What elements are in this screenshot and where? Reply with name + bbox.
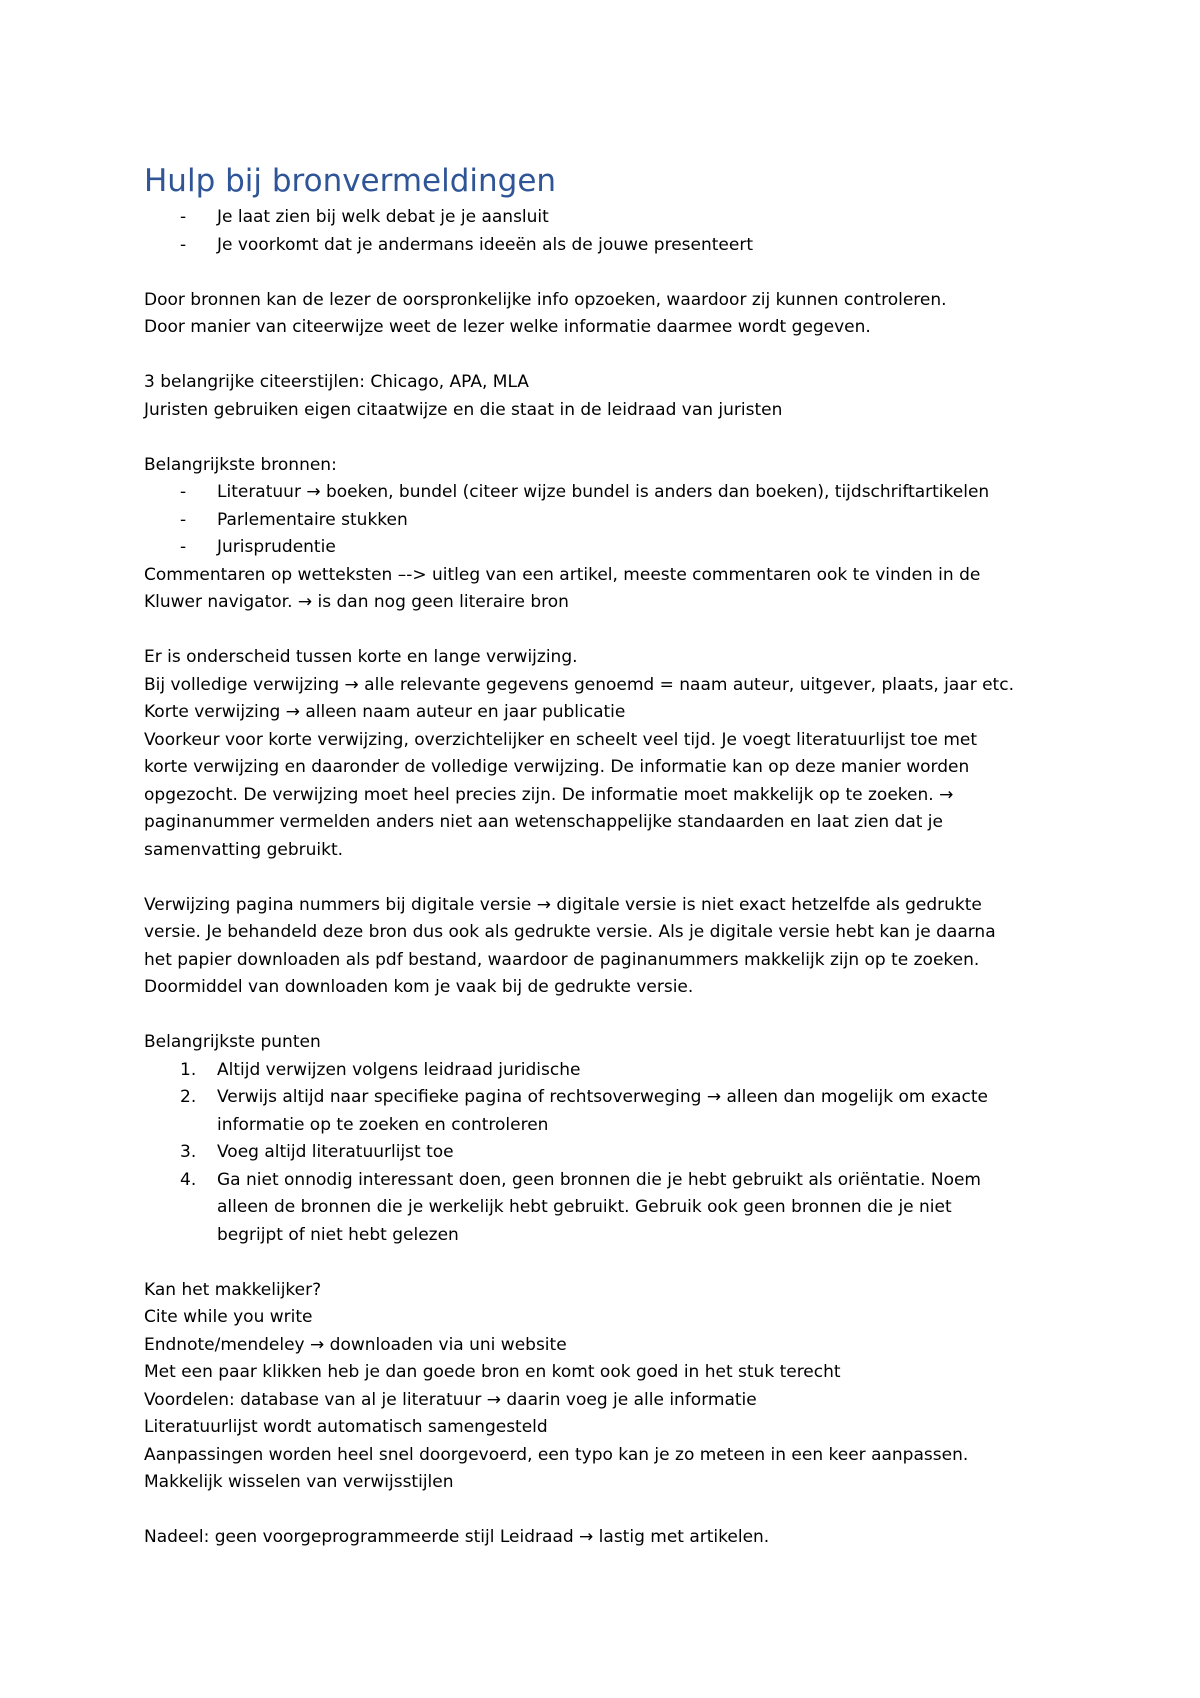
- text-line: Met een paar klikken heb je dan goede bron en komt ook goed in het stuk terecht: [144, 1362, 841, 1382]
- list-number: 2.: [180, 1087, 197, 1107]
- list-item-text: Je voorkomt dat je andermans ideeën als de jouwe presenteert: [217, 234, 753, 255]
- paragraph-spacer: [144, 342, 1074, 370]
- dash-marker: -: [180, 537, 187, 557]
- text-line: Endnote/mendeley → downloaden via uni website: [144, 1334, 567, 1355]
- text-line: Aanpassingen worden heel snel doorgevoerd, een typo kan je zo meteen in een keer aanpassen.: [144, 1444, 969, 1465]
- text-line: Commentaren op wetteksten –-> uitleg van een artikel, meeste commentaren ook te vinden in de: [144, 564, 981, 585]
- text-line: Voorkeur voor korte verwijzing, overzichtelijker en scheelt veel tijd. Je voegt literatuurlijst toe met: [144, 729, 978, 750]
- text-line: opgezocht. De verwijzing moet heel precies zijn. De informatie moet makkelijk op te zoeken. →: [144, 784, 954, 805]
- dash-marker: -: [180, 207, 187, 227]
- text-line: Door bronnen kan de lezer de oorspronkelijke info opzoeken, waardoor zij kunnen controleren.: [144, 289, 947, 310]
- list-item: [144, 534, 1074, 562]
- list-item: [144, 1057, 1074, 1085]
- paragraph-spacer: [144, 617, 1074, 645]
- list-number: 3.: [180, 1142, 197, 1162]
- text-line: Er is onderscheid tussen korte en lange verwijzing.: [144, 647, 578, 667]
- paragraph-verwijzing: [144, 644, 1074, 864]
- list-item-text: Literatuur → boeken, bundel (citeer wijze bundel is anders dan boeken), tijdschriftartikelen: [217, 482, 990, 502]
- page-title: Hulp bij bronvermeldingen: [144, 163, 557, 199]
- text-line: Makkelijk wisselen van verwijsstijlen: [144, 1472, 454, 1492]
- paragraph-makkelijker: [144, 1277, 1074, 1497]
- text-line: Kan het makkelijker?: [144, 1279, 322, 1300]
- text-line: Nadeel: geen voorgeprogrammeerde stijl Leidraad → lastig met artikelen.: [144, 1527, 770, 1547]
- list-item-text: Je laat zien bij welk debat je je aansluit: [217, 207, 549, 227]
- text-line: Voordelen: database van al je literatuur → daarin voeg je alle informatie: [144, 1389, 757, 1410]
- list-item-text: Jurisprudentie: [217, 537, 336, 557]
- text-line: Bij volledige verwijzing → alle relevante gegevens genoemd = naam auteur, uitgever, plaats, jaar etc.: [144, 674, 1014, 695]
- text-line: Literatuurlijst wordt automatisch samengesteld: [144, 1417, 548, 1437]
- paragraph-spacer: [144, 259, 1074, 287]
- paragraph-spacer: [144, 1249, 1074, 1277]
- text-line: versie. Je behandeld deze bron dus ook als gedrukte versie. Als je digitale versie hebt kan je daarna: [144, 922, 996, 942]
- paragraph-commentaren: [144, 562, 1074, 617]
- list-item: [144, 507, 1074, 535]
- text-line: 3 belangrijke citeerstijlen: Chicago, APA, MLA: [144, 372, 529, 392]
- dash-marker: -: [180, 509, 187, 530]
- text-line: Doormiddel van downloaden kom je vaak bij de gedrukte versie.: [144, 977, 694, 997]
- list-item-text: Parlementaire stukken: [217, 509, 408, 530]
- paragraph-bronnen: [144, 287, 1074, 342]
- paragraph-spacer: [144, 1002, 1074, 1030]
- text-line: informatie op te zoeken en controleren: [217, 1114, 549, 1135]
- sources-heading: Belangrijkste bronnen:: [144, 454, 337, 475]
- list-item: [144, 479, 1074, 507]
- text-line: Verwijs altijd naar specifieke pagina of rechtsoverweging → alleen dan mogelijk om exacte: [217, 1087, 988, 1107]
- list-number: 1.: [180, 1059, 197, 1080]
- text-line: samenvatting gebruikt.: [144, 839, 344, 860]
- text-line: korte verwijzing en daaronder de volledige verwijzing. De informatie kan op deze manier worden: [144, 757, 970, 777]
- text-line: Kluwer navigator. → is dan nog geen literaire bron: [144, 592, 569, 612]
- paragraph-citeerstijlen: [144, 369, 1074, 424]
- text-line: Voeg altijd literatuurlijst toe: [217, 1142, 454, 1162]
- paragraph-digitale-versie: [144, 892, 1074, 1002]
- text-line: het papier downloaden als pdf bestand, waardoor de paginanummers makkelijk zijn op te zoeken.: [144, 949, 980, 970]
- text-line: Korte verwijzing → alleen naam auteur en jaar publicatie: [144, 702, 626, 722]
- text-line: Juristen gebruiken eigen citaatwijze en die staat in de leidraad van juristen: [144, 399, 783, 420]
- list-item: [144, 204, 1074, 232]
- text-line: Door manier van citeerwijze weet de lezer welke informatie daarmee wordt gegeven.: [144, 317, 871, 337]
- paragraph-spacer: [144, 864, 1074, 892]
- dash-marker: -: [180, 482, 187, 502]
- text-line: alleen de bronnen die je werkelijk hebt gebruikt. Gebruik ook geen bronnen die je niet: [217, 1197, 952, 1217]
- list-item: [144, 1084, 1074, 1139]
- text-line: Ga niet onnodig interessant doen, geen bronnen die je hebt gebruikt als oriëntatie. Noem: [217, 1169, 981, 1190]
- text-line: Cite while you write: [144, 1307, 313, 1327]
- text-line: Altijd verwijzen volgens leidraad juridische: [217, 1059, 581, 1080]
- list-number: 4.: [180, 1169, 197, 1190]
- text-line: Verwijzing pagina nummers bij digitale versie → digitale versie is niet exact hetzelfde als gedrukte: [144, 894, 982, 915]
- points-heading: Belangrijkste punten: [144, 1032, 321, 1052]
- list-item: [144, 1139, 1074, 1167]
- list-item: [144, 1167, 1074, 1250]
- paragraph-spacer: [144, 1497, 1074, 1525]
- intro-list: [144, 204, 1074, 259]
- text-line: begrijpt of niet hebt gelezen: [217, 1224, 459, 1245]
- text-line: paginanummer vermelden anders niet aan wetenschappelijke standaarden en laat zien dat je: [144, 812, 943, 832]
- paragraph-spacer: [144, 424, 1074, 452]
- points-list: [144, 1057, 1074, 1250]
- paragraph-nadeel: [144, 1524, 1074, 1552]
- document-body: [144, 160, 1074, 1552]
- dash-marker: -: [180, 234, 187, 255]
- sources-list: [144, 479, 1074, 562]
- list-item: [144, 232, 1074, 260]
